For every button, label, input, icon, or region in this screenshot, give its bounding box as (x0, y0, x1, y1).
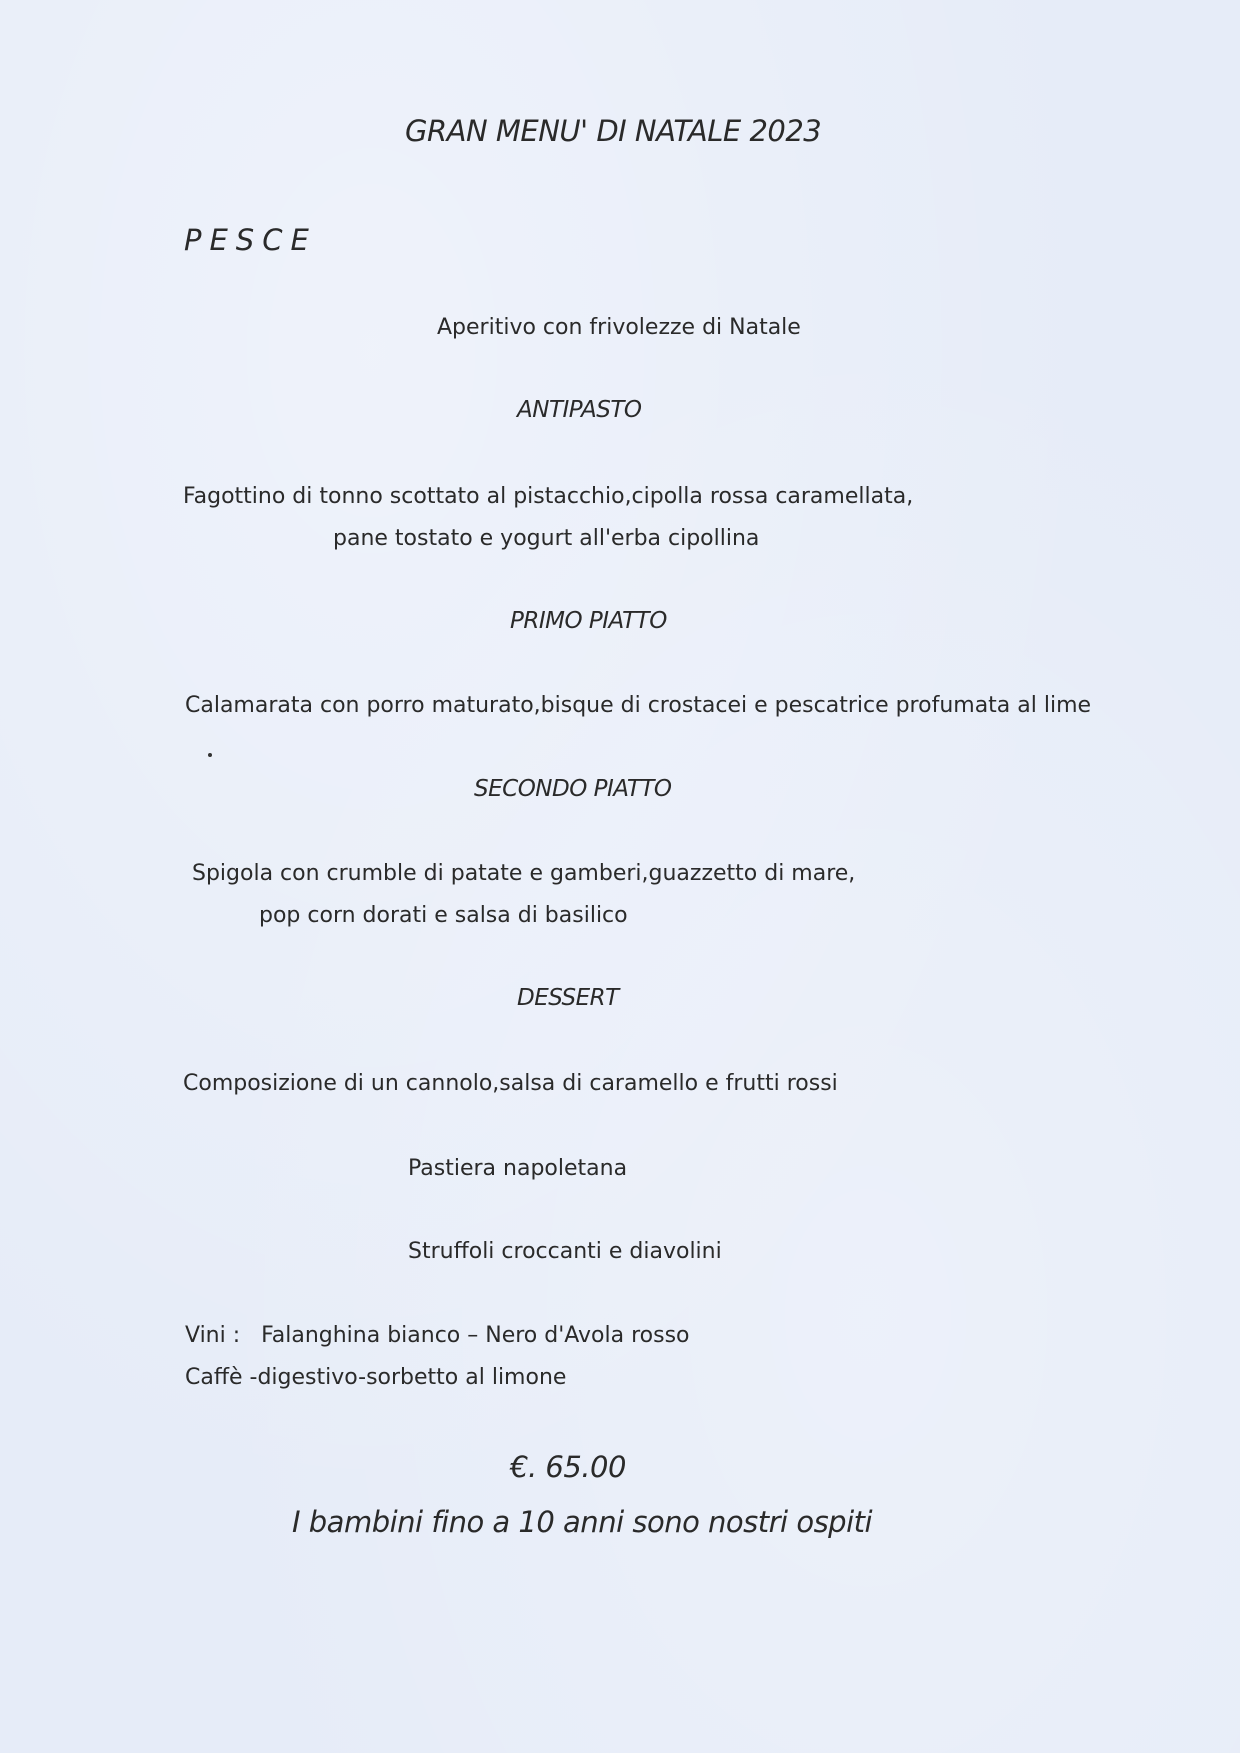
antipasto-line-1: Fagottino di tonno scottato al pistacchio,cipolla rossa caramellata, (183, 484, 914, 509)
antipasto-line-2: pane tostato e yogurt all'erba cipollina (333, 526, 760, 551)
coffee-line: Caffè -digestivo-sorbetto al limone (185, 1365, 567, 1390)
menu-price: €. 65.00 (510, 1450, 626, 1484)
wines-line: Vini : Falanghina bianco – Nero d'Avola rosso (185, 1323, 690, 1348)
aperitivo-line: Aperitivo con frivolezze di Natale (437, 315, 801, 340)
secondo-line-1: Spigola con crumble di patate e gamberi,guazzetto di mare, (192, 861, 856, 886)
category-label: PESCE (184, 223, 317, 257)
dessert-line-3: Struffoli croccanti e diavolini (408, 1239, 722, 1264)
primo-line-1: Calamarata con porro maturato,bisque di crostacei e pescatrice profumata al lime (185, 693, 1092, 718)
secondo-heading: SECONDO PIATTO (474, 776, 672, 802)
kids-note: I bambini fino a 10 anni sono nostri ospiti (292, 1505, 873, 1539)
antipasto-heading: ANTIPASTO (517, 397, 642, 423)
dessert-line-2: Pastiera napoletana (408, 1156, 628, 1181)
primo-heading: PRIMO PIATTO (510, 608, 667, 634)
secondo-line-2: pop corn dorati e salsa di basilico (259, 903, 628, 928)
menu-title: GRAN MENU' DI NATALE 2023 (405, 114, 822, 148)
dessert-line-1: Composizione di un cannolo,salsa di caramello e frutti rossi (183, 1071, 838, 1096)
stray-dot (208, 753, 212, 757)
dessert-heading: DESSERT (517, 985, 619, 1011)
